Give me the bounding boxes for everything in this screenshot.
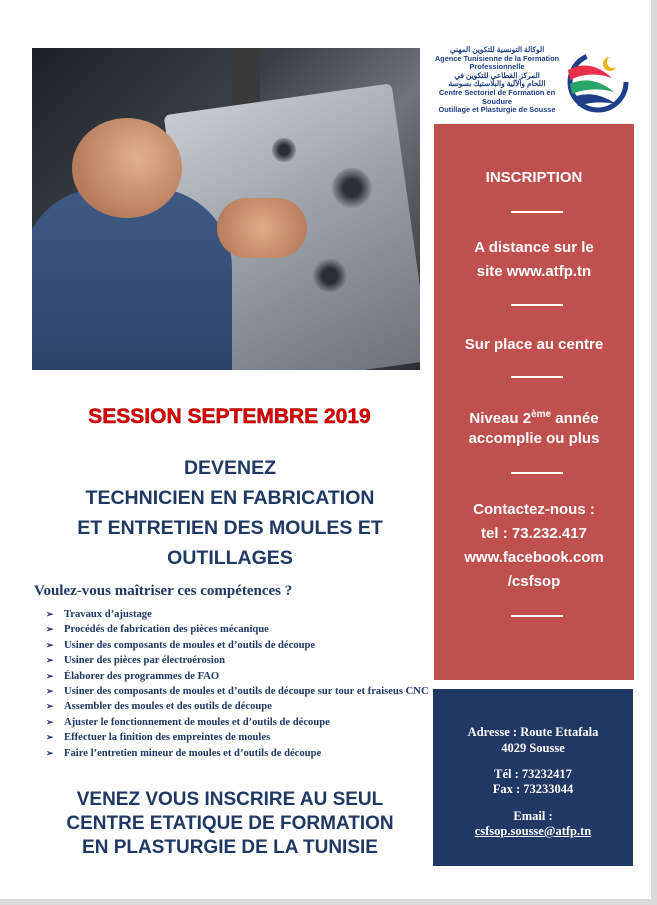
headline-line1: DEVENEZ (183, 457, 277, 479)
mold-hole (312, 258, 348, 294)
arrow-bullet-icon: ➢ (46, 732, 54, 743)
skill-text: Procédés de fabrication des pièces mécanique (64, 624, 269, 636)
headline-line4: OUTILLAGES (167, 547, 293, 569)
skill-text: Assembler des moules et des outils de découpe (64, 701, 272, 713)
session-title: SESSION SEPTEMBRE 2019 (88, 405, 371, 428)
level-sup: ème (531, 409, 552, 420)
logo-arabic-line2: المركز القطاعي للتكوين في (454, 70, 540, 80)
email-link[interactable] (433, 823, 633, 839)
cta-line1: VENEZ VOUS INSCRIRE AU SEUL (76, 789, 384, 810)
divider (511, 472, 563, 474)
logo-text (432, 46, 562, 115)
mold-hole (272, 138, 296, 162)
arrow-bullet-icon: ➢ (46, 686, 54, 697)
level-post: année (551, 410, 599, 427)
inscription-panel (434, 124, 634, 680)
arrow-bullet-icon: ➢ (46, 716, 54, 727)
arrow-bullet-icon: ➢ (46, 701, 54, 712)
technician-photo (32, 48, 420, 370)
logo-french-line3: Centre Sectoriel de Formation en Soudure (438, 87, 556, 106)
inscription-title: INSCRIPTION (485, 169, 583, 186)
cta-line2: CENTRE ETATIQUE DE FORMATION (66, 813, 394, 834)
page-edge-bottom (0, 899, 657, 905)
cta-line3: EN PLASTURGIE DE LA TUNISIE (82, 837, 378, 858)
logo-french-line4: Outillage et Plasturgie de Sousse (438, 105, 556, 115)
logo-french-line2: Professionnelle (469, 62, 525, 72)
arrow-bullet-icon: ➢ (46, 655, 54, 666)
level-line2: accomplie ou plus (468, 430, 600, 447)
address-line1: Adresse : Route Ettafala (467, 725, 599, 739)
distance-line2: site www.atfp.tn (476, 263, 592, 280)
contact-facebook-line1: www.facebook.com (464, 549, 604, 566)
page-edge-right (651, 0, 657, 905)
technician-hand (217, 198, 307, 258)
address-fax: Fax : 73233044 (492, 782, 574, 796)
list-item (46, 730, 436, 745)
logo-french-line1: Agence Tunisienne de la Formation (434, 53, 560, 63)
atfp-logo (432, 46, 637, 116)
arrow-bullet-icon: ➢ (46, 747, 54, 758)
list-item (46, 669, 436, 684)
arrow-bullet-icon: ➢ (46, 609, 54, 619)
logo-arabic-line1: الوكالة التونسية للتكوين المهني (449, 45, 545, 54)
skill-text: Usiner des composants de moules et d’outils de découpe (64, 639, 316, 651)
mold-hole (332, 168, 372, 208)
headline-line2: TECHNICIEN EN FABRICATION (85, 487, 375, 509)
email-address[interactable]: csfsop.sousse@atfp.tn (474, 824, 592, 838)
call-to-action (20, 788, 440, 860)
logo-arabic-line3: اللحام والآلية والبلاستيك بسوسة (448, 79, 546, 89)
technician-head (72, 118, 182, 218)
list-item (46, 622, 436, 637)
skill-text: Effectuer la finition des empreintes de moules (64, 732, 271, 744)
list-item (46, 699, 436, 714)
address-line2: 4029 Sousse (501, 741, 565, 755)
skill-text: Usiner des composants de moules et d’outils de découpe sur tour et fraiseus CNC (64, 686, 429, 698)
address-tel: Tél : 73232417 (494, 767, 572, 781)
skill-text: Usiner des pièces par électroérosion (64, 655, 226, 667)
list-item (46, 638, 436, 653)
skill-text: Travaux d’ajustage (64, 609, 152, 620)
email-label: Email : (513, 809, 553, 823)
divider (511, 615, 563, 617)
headline-line3: ET ENTRETIEN DES MOULES ET (77, 517, 383, 539)
onsite-text: Sur place au centre (464, 336, 604, 353)
list-item (46, 684, 436, 699)
arrow-bullet-icon: ➢ (46, 624, 54, 635)
skill-text: Faire l’entretien mineur de moules et d’outils de découpe (64, 747, 322, 759)
atfp-emblem-icon (560, 48, 636, 116)
arrow-bullet-icon: ➢ (46, 670, 54, 681)
list-item (46, 746, 436, 761)
skill-text: Élaborer des programmes de FAO (64, 670, 220, 682)
program-headline (20, 453, 440, 573)
divider (511, 211, 563, 213)
address-panel (433, 689, 633, 866)
skills-list (46, 607, 436, 761)
contact-tel: tel : 73.232.417 (481, 525, 587, 542)
divider (511, 376, 563, 378)
list-item (46, 653, 436, 668)
level-pre: Niveau 2 (469, 410, 532, 427)
list-item (46, 715, 436, 730)
arrow-bullet-icon: ➢ (46, 639, 54, 650)
distance-line1: A distance sur le (474, 239, 594, 256)
contact-facebook-line2: /csfsop (507, 573, 561, 590)
contact-title: Contactez-nous : (473, 501, 595, 518)
skill-text: Ajuster le fonctionnement de moules et d’outils de découpe (64, 716, 330, 728)
list-item (46, 607, 436, 622)
divider (511, 304, 563, 306)
skills-question: Voulez-vous maîtriser ces compétences ? (34, 583, 293, 599)
